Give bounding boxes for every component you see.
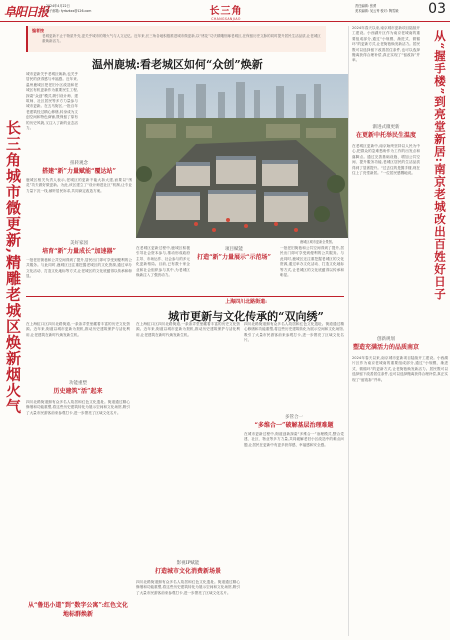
subhead-text: 培育“新”力量成长“加速器”: [42, 248, 116, 255]
right-article-body-3: 2024年春天以来,南京城市更新项目陆续开工建设。小西湖片区作为南京老城南的重要组成部分,通过“小规模、渐进式、微循环”的更新方式,让老街巷焕发新活力。居民既可以选择留下改善居住条件,也可以选择搬离获得合理补偿,真正实现了“留改拆”并举。: [352, 356, 448, 382]
subhead-text: 搭建“新”力量赋能“覆达站”: [42, 168, 116, 175]
editor-line-1: 责任编辑: 张勇: [355, 4, 377, 8]
subhead-kicker: 多管合一: [285, 415, 303, 420]
article-2-subhead-1: [26, 380, 130, 395]
column-divider: [348, 26, 349, 636]
city-aerial-photo: [136, 74, 348, 238]
page-number: 03: [428, 1, 446, 17]
right-article-body-1: 2024年春天以来,南京城市更新项目陆续开工建设。小西湖片区作为南京老城南的重要组成部分,通过“小规模、渐进式、微循环”的更新方式,让老街巷焕发新活力。居民既可以选择留下改善居住条件,也可以选择搬离获得合理补偿,真正实现了“留改拆”并举。: [352, 26, 420, 63]
article-1-body-5: 一批老旧街巷和公共空间得到了提升,居民出门即可享受到便利的公共服务。与此同时,鹿城区还注重挖掘老城区的文化资源,通过举办文化活动、打造文化地标等方式,让老城区的文化底蕴得以传承和彰显。: [280, 246, 344, 278]
article-2-body-1: 在上海虹口区四川北路街道,一条条弄堂里藏着丰富的历史文化资源。近年来,街道以城市更新为契机,推动历史建筑保护与活化利用,让老建筑在新时代焕发新生机。: [26, 322, 130, 337]
article-1-body-4: 在老城区更新过程中,鹿城区积极引导社会资本参与,推动形成政府主导、市场运作、社会参与的多元化更新格局。目前,已有数十家企业和社会组织参与其中,为老城区焕新注入了强劲动力。: [136, 246, 190, 278]
subhead-kicker: 功能重塑: [69, 381, 87, 386]
section-name: 长三角: [209, 6, 243, 17]
subhead-text: “多维合一”破解基层治理难题: [254, 422, 334, 429]
subhead-text: 历史建筑“活”起来: [53, 388, 103, 395]
article-2-title: 城市更新与文化传承的“双向绣”: [168, 310, 324, 323]
editor-line-2: 美术编辑: 吴云秀 校对: 陶雪娥: [355, 8, 399, 13]
subhead-kicker: 创新规划: [377, 337, 395, 342]
subhead-kicker: 影视IP赋能: [176, 561, 200, 566]
article-2-subhead-2: 从“鲁迅小道”到“数字公寓”:红色文化地标群焕新: [27, 602, 129, 618]
article-1-subhead-2: [26, 240, 132, 255]
right-article-subhead-1: [352, 124, 420, 139]
article-1-body-3: 一批老旧街巷和公共空间得到了提升,居民出门即可享受到便利的公共服务。与此同时,鹿城区还注重挖掘老城区的文化资源,通过举办文化活动、打造文化地标等方式,让老城区的文化底蕴得以传承和彰显。: [26, 258, 132, 279]
article-2-subhead-3: [244, 414, 344, 429]
issue-email: 电子邮箱: fyrbzkzx@126.com: [46, 8, 92, 13]
photo-caption: 鹿城区城市更新全景图。: [300, 240, 336, 244]
article-2-heading: [148, 298, 344, 324]
article-2-body-6: 在城市更新过程中,街道创新探索“多维合一”治理模式,整合党建、社区、物业等多方力量,共同破解老旧小区改造中的难点问题,让居民在更新中有更多获得感、幸福感和安全感。: [244, 432, 344, 447]
article-2-subhead-4: [136, 560, 240, 575]
issue-date: 2024年4月22日: [46, 4, 70, 8]
article-1-intro: 城市更新关乎老城区焕新,也关乎居民的获得感与幸福感。近年来,温州鹿城区把老旧小区改造和老城区有机更新作为重要民生工程,探索“众创”模式,吸引设计师、建筑师、社区居民等多方力量参与城市更新。在五马街区,一批百年老建筑经过精心修缮,转身成为文创空间和特色商铺,既保留了原有的历史风貌,又注入了新的业态活力。: [26, 72, 78, 131]
subhead-text: 打造“新”力量展示“示范场”: [197, 254, 271, 261]
subhead-kicker: 项目赋能: [225, 247, 243, 252]
article-1-body-2: 鹿城区相关负责人表示,老城区的更新不能大拆大建,而要以“绣花”功夫做好微更新。为此,该区建立了“设计师进社区”机制,让专业力量下沉一线,倾听居民诉求,共同商定改造方案。: [26, 178, 132, 193]
section-divider: [26, 296, 344, 297]
article-1-title: 温州鹿城:看老城区如何“众创”焕新: [92, 58, 263, 71]
section-name-en: CHANGSANJIAO: [211, 17, 241, 21]
article-2-body-4: 四川北路街道拥有众多名人故居和红色文化遗址。街道通过精心修缮和功能重塑,将这些历史建筑转化为展示空间和文化场馆,吸引了大量市民游客前来参观打卡,进一步擦亮了区域文化名片。: [136, 580, 240, 595]
article-2-kicker: 上海四川北路街道:: [225, 299, 267, 305]
editor-note-text: 老城更新不止于物质外壳,更关乎城市的烟火气与人文记忆。近年来,长三角各地积极推进城市微更新,以“绣花”功夫精雕细琢老城区,在保留历史文脉的同时提升居民生活品质,让老城区重焕新活力。: [42, 34, 321, 43]
editor-credits: [355, 4, 423, 13]
subhead-text: 在更新中托举民生温度: [355, 132, 416, 139]
issue-meta: [46, 4, 126, 13]
right-vertical-headline: 从“握手楼”到亮堂新居:南京老城改出百姓好日子: [433, 30, 447, 301]
subhead-kicker: 扭转观念: [70, 161, 88, 166]
article-1-subhead-1: [26, 160, 132, 175]
right-article-body-2: 在老城区更新中,南京始终坚持以人民为中心,把群众的急难愁盼作为工作的出发点和落脚点。通过完善基础设施、增加公共空间、提升服务功能,老城区居民的生活品质得到了显著提升。“过去住的是握手楼,现在住上了亮堂新居。”一位居民感慨地说。: [352, 144, 420, 176]
subhead-kicker: 美好家园: [70, 241, 88, 246]
subhead-kicker: 渐进式微更新: [372, 125, 400, 130]
header-rule: [0, 21, 450, 22]
article-2-body-2: 四川北路街道拥有众多名人故居和红色文化遗址。街道通过精心修缮和功能重塑,将这些历史建筑转化为展示空间和文化场馆,吸引了大量市民游客前来参观打卡,进一步擦亮了区域文化名片。: [26, 400, 130, 415]
subhead-text: 塑造充满活力的品质南京: [352, 344, 419, 351]
article-2-body-5: 四川北路街道拥有众多名人故居和红色文化遗址。街道通过精心修缮和功能重塑,将这些历史建筑转化为展示空间和文化场馆,吸引了大量市民游客前来参观打卡,进一步擦亮了区域文化名片。: [244, 322, 344, 343]
page-header: [0, 0, 450, 22]
subhead-text: 打造城市文化消费新场景: [154, 568, 221, 575]
right-article-subhead-2: [352, 336, 420, 351]
article-1-subhead-3: [192, 246, 276, 261]
editor-note-label: 编者按: [32, 28, 44, 33]
left-vertical-headline: 长三角城市微更新,精雕老城区焕新烟火气: [4, 120, 22, 415]
editor-note: [26, 26, 326, 52]
newspaper-logo: 阜阳日报: [4, 5, 49, 19]
section-banner: [196, 2, 256, 21]
article-2-body-3: 在上海虹口区四川北路街道,一条条弄堂里藏着丰富的历史文化资源。近年来,街道以城市更新为契机,推动历史建筑保护与活化利用,让老建筑在新时代焕发新生机。: [136, 322, 240, 337]
